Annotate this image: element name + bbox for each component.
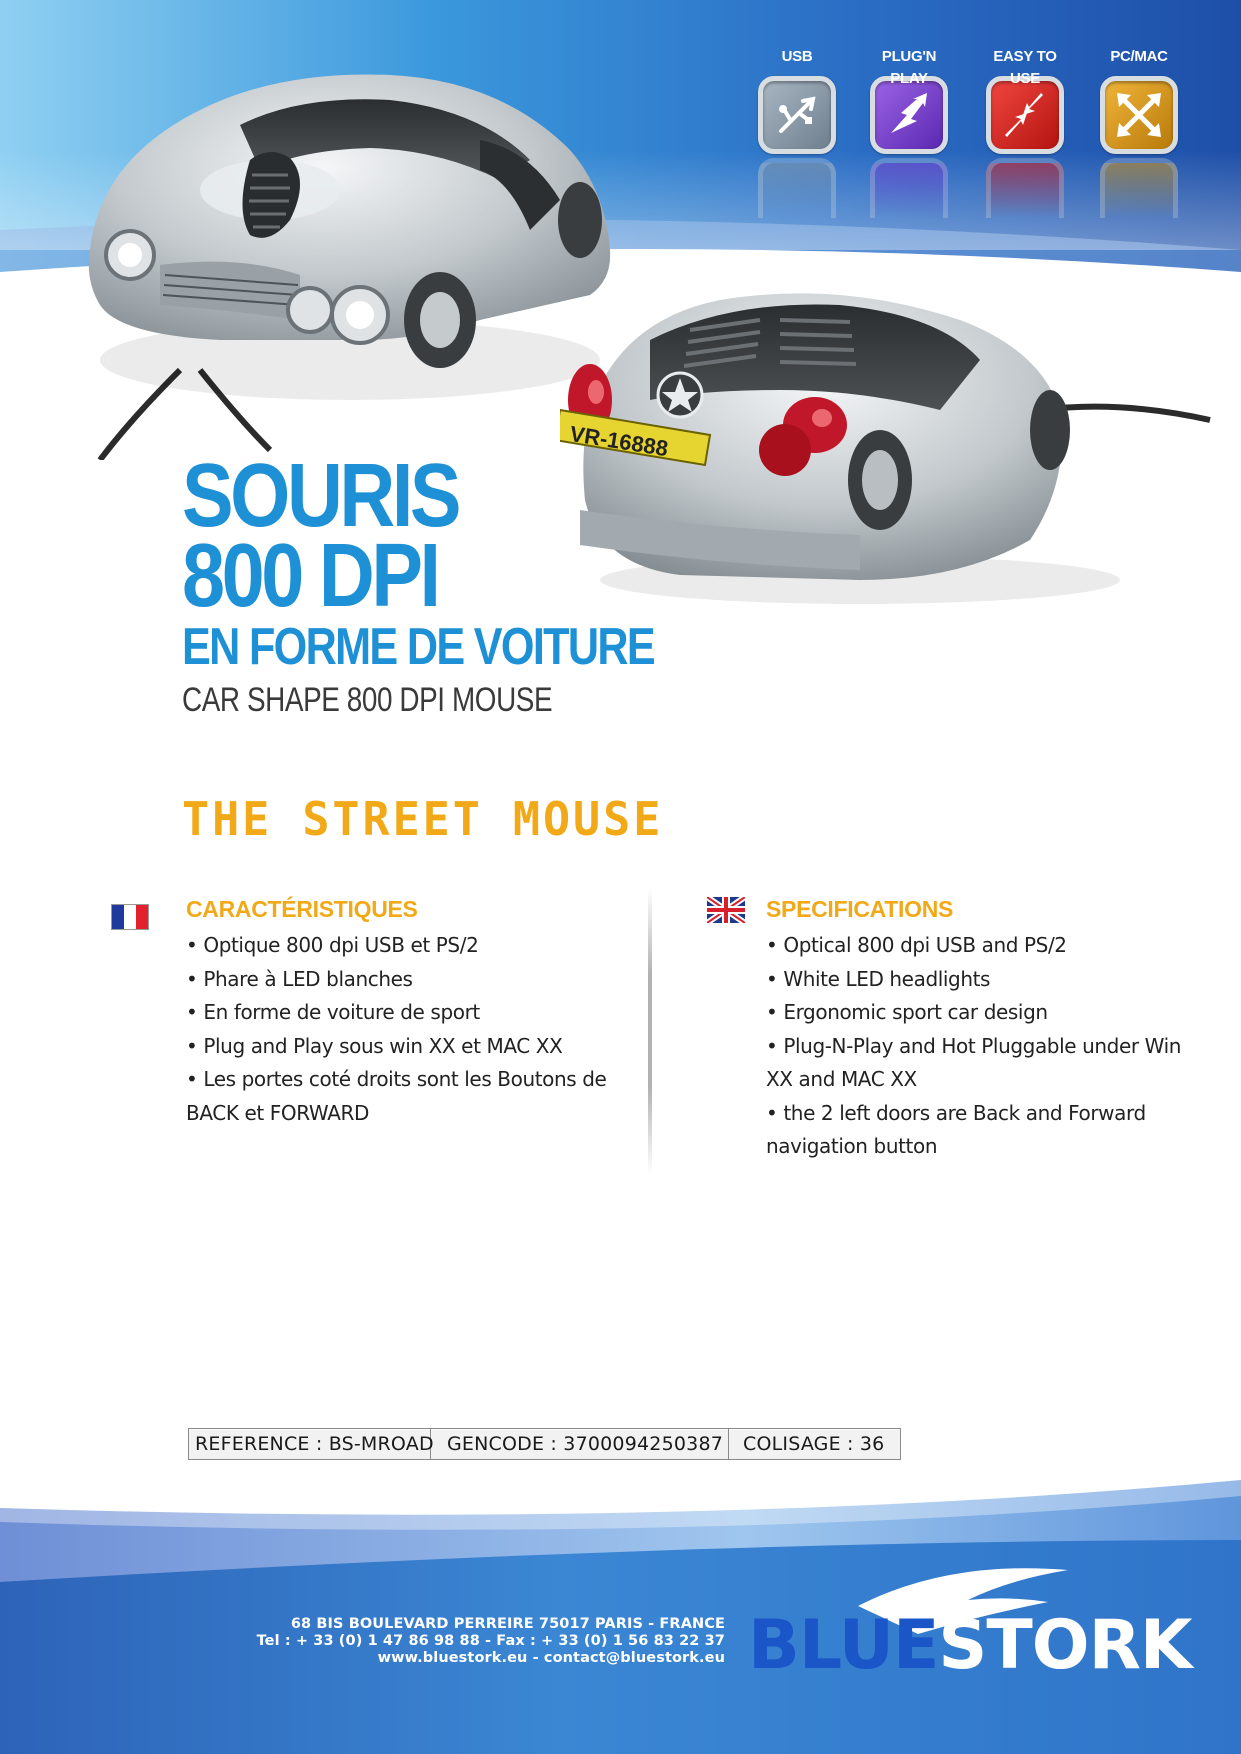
cross-arrows-icon [1100, 76, 1178, 154]
bluestork-logo [748, 1560, 1192, 1700]
feature-label: USB [781, 48, 813, 65]
specs-fr [186, 896, 646, 1130]
list-item: • Plug and Play sous win XX et MAC XX [186, 1033, 563, 1058]
list-item: • Optical 800 dpi USB and PS/2 [766, 933, 1067, 957]
list-item: • Phare à LED blanches [186, 966, 413, 991]
address-line: 68 BIS BOULEVARD PERREIRE 75017 PARIS - FRANCE [290, 1616, 725, 1632]
title-line-souris: SOURIS [182, 446, 459, 546]
specs-en-heading: SPECIFICATIONS [766, 896, 954, 922]
list-item: • Optique 800 dpi USB et PS/2 [186, 933, 479, 957]
car-mouse-front-image [60, 40, 640, 460]
reference-cell: REFERENCE : BS-MROAD [189, 1429, 431, 1459]
list-item: • the 2 left doors are Back and Forward [766, 1100, 1146, 1125]
phone-fax-line: Tel : + 33 (0) 1 47 86 98 88 - Fax : + 33 (0) 1 56 83 22 37 [256, 1633, 725, 1649]
france-flag-icon [111, 904, 149, 930]
list-item: • Plug-N-Play and Hot Pluggable under Win [766, 1033, 1182, 1058]
list-item: • White LED headlights [766, 966, 991, 991]
company-address [257, 1616, 725, 1667]
list-item: BACK et FORWARD [186, 1100, 369, 1125]
logo-text-stork: STORK [938, 1606, 1192, 1685]
logo-text-blue: BLUE [748, 1606, 939, 1685]
product-subtitle: CAR SHAPE 800 DPI MOUSE [182, 681, 553, 719]
usb-icon [758, 76, 836, 154]
feature-icons [752, 46, 1172, 246]
list-item: navigation button [766, 1134, 938, 1158]
feature-label: PC/MAC [1110, 48, 1168, 65]
list-item: • En forme de voiture de sport [186, 1000, 480, 1024]
list-item: • Les portes coté droits sont les Boutons de [186, 1067, 607, 1091]
specs-fr-heading: CARACTÉRISTIQUES [186, 896, 418, 922]
feature-usb [752, 46, 842, 218]
feature-label: PLUG'N PLAY [881, 48, 937, 87]
slogan: THE STREET MOUSE [182, 792, 664, 846]
feature-easy-to-use [980, 46, 1070, 218]
list-item: • Ergonomic sport car design [766, 1000, 1048, 1024]
feature-label: EASY TO USE [993, 48, 1057, 87]
list-item: XX and MAC XX [766, 1067, 917, 1091]
license-plate: VR-16888 [568, 420, 670, 462]
gencode-cell: GENCODE : 3700094250387 [431, 1429, 729, 1459]
feature-pc-mac [1094, 46, 1184, 218]
colisage-cell: COLISAGE : 36 [743, 1433, 885, 1455]
feature-plug-n-play [864, 46, 954, 218]
specs-en [766, 896, 1186, 1164]
title-line-forme: EN FORME DE VOITURE [182, 618, 655, 676]
title-line-dpi: 800 DPI [182, 526, 438, 626]
web-email-line: www.bluestork.eu - contact@bluestork.eu [377, 1650, 725, 1666]
product-title [182, 446, 782, 720]
column-divider [648, 888, 652, 1174]
uk-flag-icon [707, 897, 745, 923]
reference-table [188, 1428, 901, 1460]
